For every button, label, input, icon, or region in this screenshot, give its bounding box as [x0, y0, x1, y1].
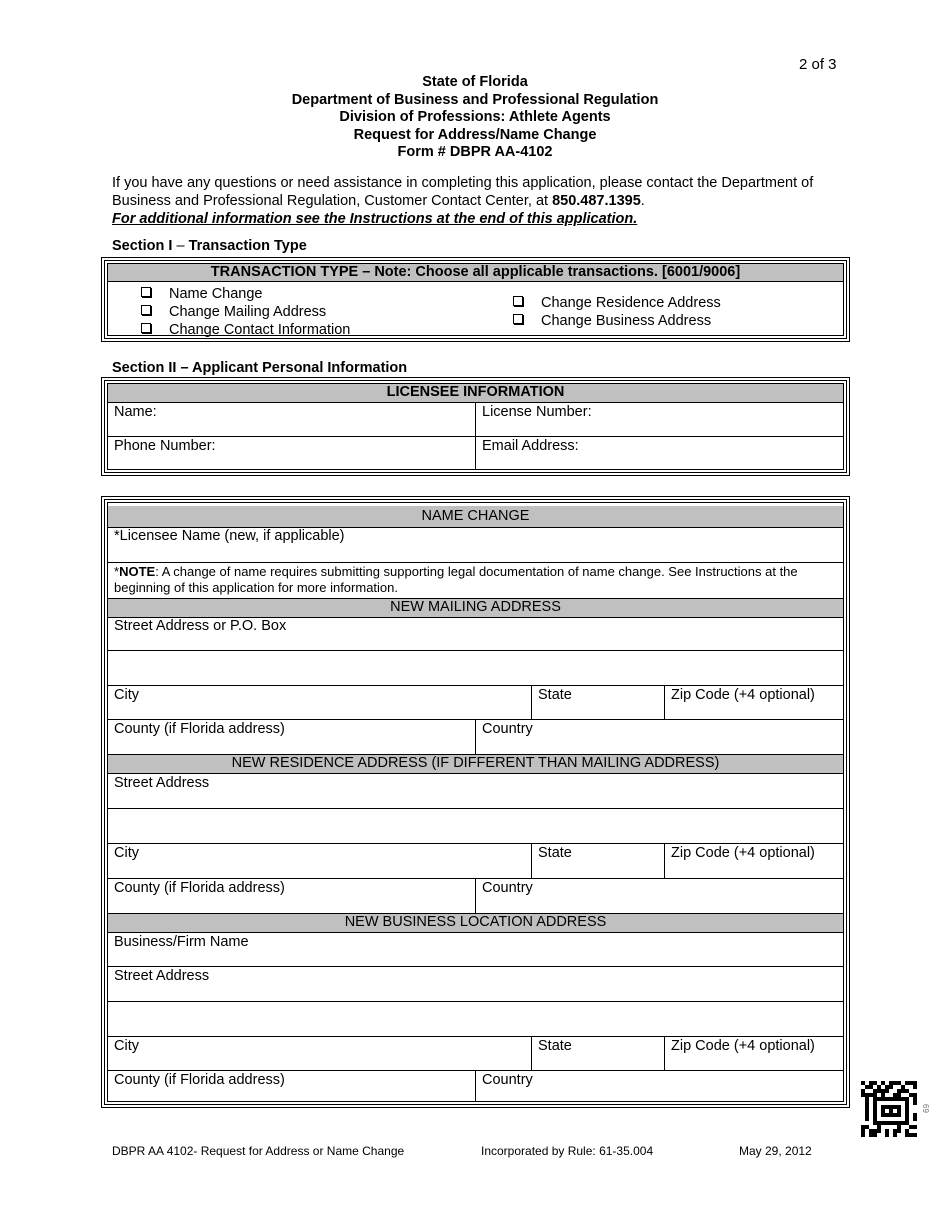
- mailing-city-field[interactable]: [108, 686, 532, 720]
- option-change-contact-information[interactable]: [141, 321, 350, 339]
- mailing-city-label: City: [114, 687, 139, 703]
- footer-rule: Incorporated by Rule: 61-35.004: [481, 1144, 654, 1158]
- note-label: NOTE: [119, 564, 156, 579]
- qr-side-text: 69: [920, 1104, 930, 1113]
- page-number: 2 of 3: [799, 56, 837, 73]
- intro-period: .: [640, 193, 645, 209]
- transaction-type-table: [101, 257, 850, 342]
- business-county-label: County (if Florida address): [114, 1072, 285, 1088]
- header-department: Department of Business and Professional Regulation: [291, 91, 659, 108]
- mailing-state-field[interactable]: [532, 686, 665, 720]
- mailing-country-field[interactable]: [476, 720, 843, 755]
- footer-form-name: DBPR AA 4102- Request for Address or Name Change: [112, 1144, 405, 1158]
- business-city-field[interactable]: [108, 1037, 532, 1071]
- intro-text: If you have any questions or need assistance in completing this application, please contact the Department of Business and Professional Regulation, Customer Contact Center, at: [112, 175, 814, 209]
- residence-state-field[interactable]: [532, 844, 665, 879]
- residence-county-label: County (if Florida address): [114, 880, 285, 896]
- header-division: Division of Professions: Athlete Agents: [339, 109, 611, 126]
- option-change-business-address[interactable]: [513, 312, 721, 330]
- residence-country-field[interactable]: [476, 879, 843, 914]
- mailing-street-label: Street Address or P.O. Box: [114, 618, 287, 634]
- residence-city-label: City: [114, 845, 139, 861]
- option-change-mailing-address[interactable]: [141, 303, 350, 321]
- business-street-label: Street Address: [114, 968, 210, 984]
- mailing-county-field[interactable]: [108, 720, 476, 755]
- checkbox[interactable]: [141, 287, 151, 297]
- email-address-field[interactable]: [476, 437, 843, 469]
- option-label: Change Business Address: [541, 313, 712, 329]
- license-number-field[interactable]: [476, 403, 843, 437]
- header-state: State of Florida: [422, 74, 528, 90]
- business-zip-label: Zip Code (+4 optional): [671, 1038, 815, 1054]
- option-change-residence-address[interactable]: [513, 294, 721, 312]
- license-number-label: License Number:: [482, 404, 592, 420]
- business-zip-field[interactable]: [665, 1037, 843, 1071]
- transaction-options-right: [513, 294, 721, 330]
- name-field[interactable]: [108, 403, 476, 437]
- licensee-information-header: LICENSEE INFORMATION: [108, 384, 843, 403]
- residence-city-field[interactable]: [108, 844, 532, 879]
- instructions-note: For additional information see the Instructions at the end of this application.: [112, 211, 638, 227]
- business-street-line2-field[interactable]: [108, 1002, 843, 1037]
- name-change-header: NAME CHANGE: [108, 506, 843, 528]
- mailing-state-label: State: [538, 687, 572, 703]
- mailing-address-header: NEW MAILING ADDRESS: [108, 598, 843, 618]
- checkbox[interactable]: [141, 305, 151, 315]
- address-name-change-table: [101, 496, 850, 1108]
- business-state-label: State: [538, 1038, 572, 1054]
- footer-date: May 29, 2012: [739, 1144, 812, 1158]
- section-2-title: Section II – Applicant Personal Information: [112, 360, 408, 376]
- residence-state-label: State: [538, 845, 572, 861]
- option-label: Change Residence Address: [541, 295, 721, 311]
- header-form-number: Form # DBPR AA-4102: [397, 144, 553, 161]
- contact-phone: 850.487.1395: [552, 193, 641, 209]
- note-text: : A change of name requires submitting supporting legal documentation of name change. See Instructions at the beginning of this application for more information.: [114, 564, 798, 595]
- phone-number-field[interactable]: [108, 437, 476, 469]
- mailing-zip-label: Zip Code (+4 optional): [671, 687, 815, 703]
- residence-address-header: NEW RESIDENCE ADDRESS (IF DIFFERENT THAN MAILING ADDRESS): [108, 755, 843, 774]
- mailing-street-field[interactable]: [108, 617, 843, 651]
- email-address-label: Email Address:: [482, 438, 579, 454]
- section-1-title: [112, 238, 307, 254]
- licensee-new-name-field[interactable]: [108, 527, 843, 563]
- qr-code-icon: [861, 1081, 917, 1137]
- section-1-title-suffix: Transaction Type: [184, 238, 307, 254]
- business-address-header: NEW BUSINESS LOCATION ADDRESS: [108, 914, 843, 933]
- transaction-type-header: TRANSACTION TYPE – Note: Choose all applicable transactions. [6001/9006]: [108, 264, 843, 282]
- checkbox[interactable]: [513, 314, 523, 324]
- phone-number-label: Phone Number:: [114, 438, 216, 454]
- business-firm-name-field[interactable]: [108, 933, 843, 967]
- note-star: *: [114, 564, 120, 579]
- transaction-options-left: [141, 285, 350, 339]
- business-country-label: Country: [482, 1072, 533, 1088]
- residence-street-line2-field[interactable]: [108, 809, 843, 844]
- business-city-label: City: [114, 1038, 139, 1054]
- form-header: [0, 74, 950, 162]
- business-street-field[interactable]: [108, 967, 843, 1002]
- business-firm-name-label: Business/Firm Name: [114, 934, 249, 950]
- residence-county-field[interactable]: [108, 879, 476, 914]
- residence-zip-field[interactable]: [665, 844, 843, 879]
- mailing-country-label: Country: [482, 721, 533, 737]
- residence-street-field[interactable]: [108, 774, 843, 809]
- business-county-field[interactable]: [108, 1071, 476, 1101]
- residence-country-label: Country: [482, 880, 533, 896]
- business-country-field[interactable]: [476, 1071, 843, 1101]
- residence-street-label: Street Address: [114, 775, 210, 791]
- section-1-title-dash: –: [176, 238, 185, 254]
- option-label: Name Change: [169, 286, 263, 302]
- licensee-new-name-label: *Licensee Name (new, if applicable): [114, 528, 345, 544]
- option-name-change[interactable]: [141, 285, 350, 303]
- section-1-title-prefix: Section I: [112, 238, 177, 254]
- mailing-county-label: County (if Florida address): [114, 721, 285, 737]
- checkbox[interactable]: [513, 296, 523, 306]
- residence-zip-label: Zip Code (+4 optional): [671, 845, 815, 861]
- option-label: Change Mailing Address: [169, 304, 327, 320]
- name-label: Name:: [114, 404, 157, 420]
- licensee-information-table: [101, 377, 850, 476]
- mailing-zip-field[interactable]: [665, 686, 843, 720]
- mailing-street-line2-field[interactable]: [108, 651, 843, 686]
- name-change-note: [108, 564, 843, 598]
- option-label: Change Contact Information: [169, 322, 351, 338]
- header-request-title: Request for Address/Name Change: [353, 126, 597, 143]
- checkbox[interactable]: [141, 323, 151, 333]
- business-state-field[interactable]: [532, 1037, 665, 1071]
- intro-paragraph: [112, 174, 842, 228]
